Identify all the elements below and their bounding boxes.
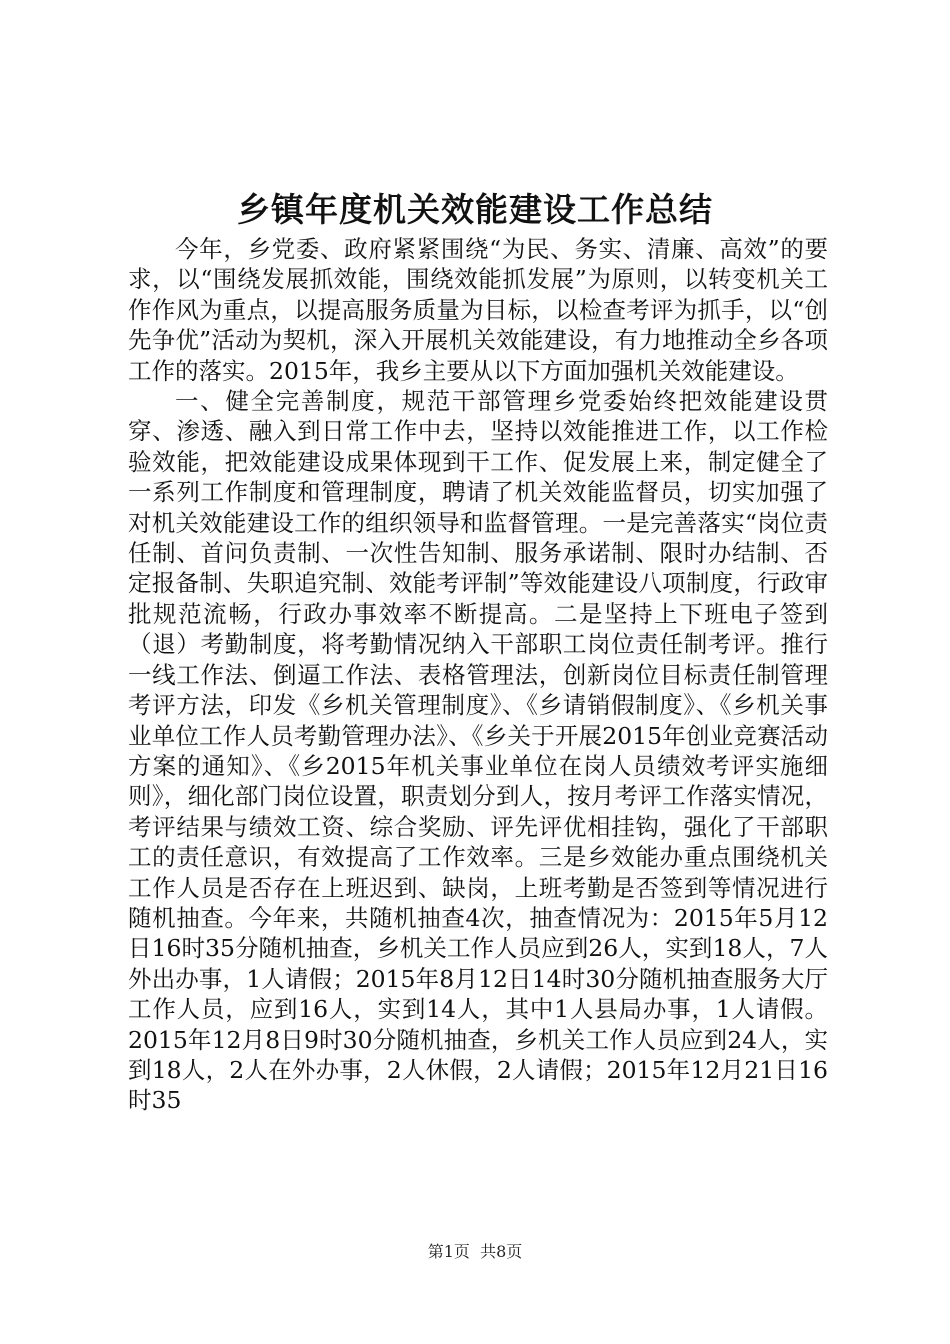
- paragraph-section-one: 一、健全完善制度，规范干部管理乡党委始终把效能建设贯穿、渗透、融入到日常工作中去，坚持以效能推进工作，以工作检验效能，把效能建设成果体现到干工作、促发展上来，制定健全了一系列工作制度和管理制度，聘请了机关效能监督员，切实加强了对机关效能建设工作的组织领导和监督管理。一是完善落实“岗位责任制、首问负责制、一次性告知制、服务承诺制、限时办结制、否定报备制、失职追究制、效能考评制”等效能建设八项制度，行政审批规范流畅，行政办事效率不断提高。二是坚持上下班电子签到（退）考勤制度，将考勤情况纳入干部职工岗位责任制考评。推行一线工作法、倒逼工作法、表格管理法，创新岗位目标责任制管理考评方法，印发《乡机关管理制度》、《乡请销假制度》、《乡机关事业单位工作人员考勤管理办法》、《乡关于开展2015年创业竞赛活动方案的通知》、《乡2015年机关事业单位在岗人员绩效考评实施细则》，细化部门岗位设置，职责划分到人，按月考评工作落实情况，考评结果与绩效工资、综合奖励、评先评优相挂钩，强化了干部职工的责任意识，有效提高了工作效率。三是乡效能办重点围绕机关工作人员是否存在上班迟到、缺岗，上班考勤是否签到等情况进行随机抽查。今年来，共随机抽查4次，抽查情况为：2015年5月12日16时35分随机抽查，乡机关工作人员应到26人，实到18人，7人外出办事，1人请假；2015年8月12日14时30分随机抽查服务大厅工作人员，应到16人，实到14人，其中1人县局办事，1人请假。2015年12月8日9时30分随机抽查，乡机关工作人员应到24人，实到18人，2人在外办事，2人休假，2人请假；2015年12月21日16时35: [128, 387, 828, 1115]
- paragraph-intro: 今年，乡党委、政府紧紧围绕“为民、务实、清廉、高效”的要求，以“围绕发展抓效能，围绕效能抓发展”为原则，以转变机关工作作风为重点，以提高服务质量为目标，以检查考评为抓手，以“创先争优”活动为契机，深入开展机关效能建设，有力地推动全乡各项工作的落实。2015年，我乡主要从以下方面加强机关效能建设。: [128, 235, 828, 385]
- document-body: [128, 234, 828, 1116]
- page-number-label: 第1页 共8页: [427, 1242, 523, 1261]
- document-title: 乡镇年度机关效能建设工作总结: [237, 190, 713, 229]
- page-footer: [0, 1241, 950, 1263]
